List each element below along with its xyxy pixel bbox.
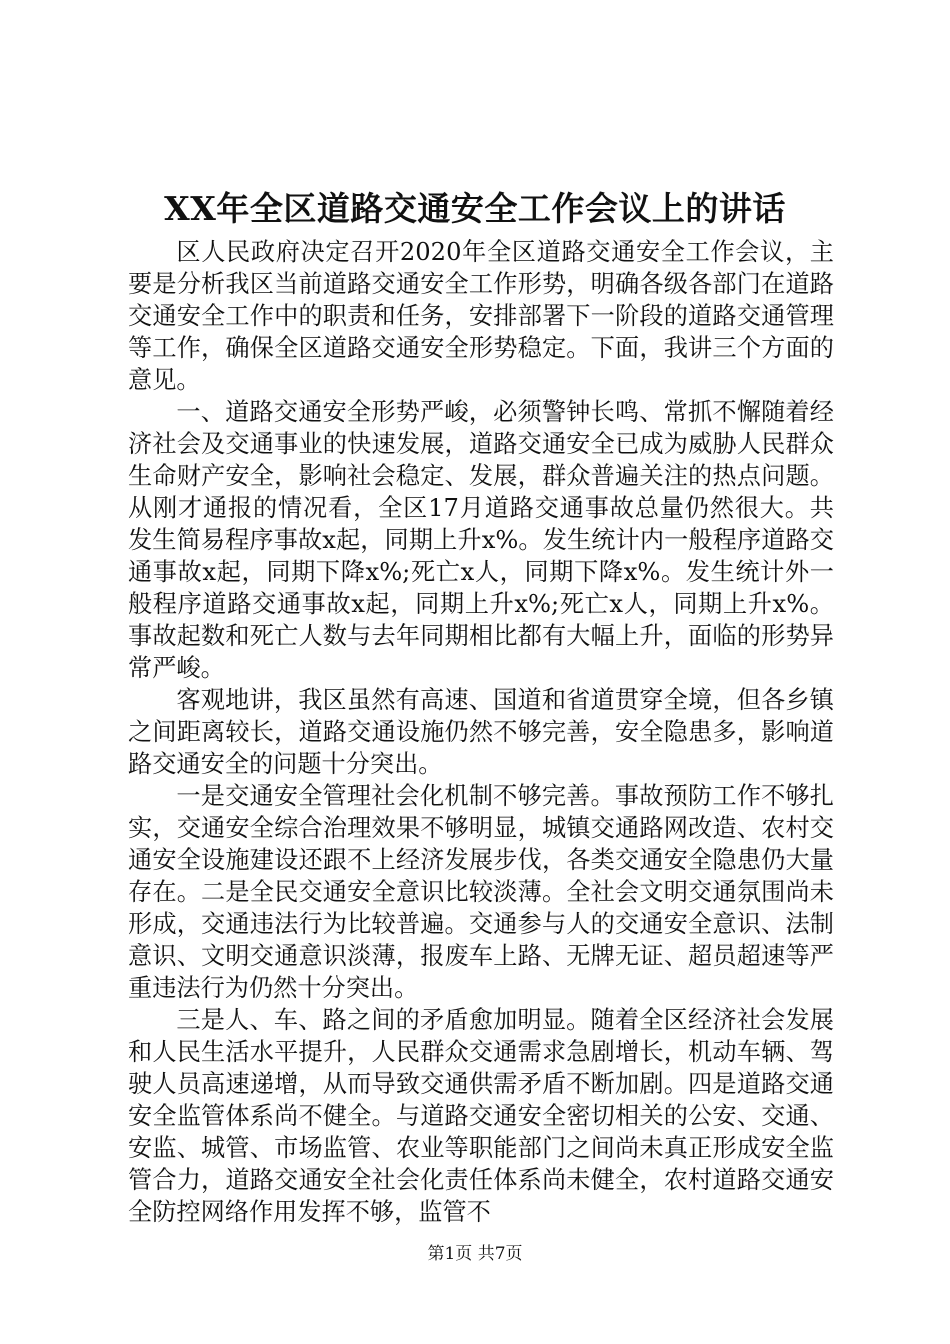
paragraph-intro: 区人民政府决定召开2020年全区道路交通安全工作会议，主要是分析我区当前道路交通安全工作形势，明确各级各部门在道路交通安全工作中的职责和任务，安排部署下一阶段的道路交通管理等工作，确保全区道路交通安全形势稳定。下面，我讲三个方面的意见。: [128, 238, 834, 394]
document-title: XX年全区道路交通安全工作会议上的讲话: [164, 189, 786, 228]
paragraph-points-one-two: 一是交通安全管理社会化机制不够完善。事故预防工作不够扎实，交通安全综合治理效果不够明显，城镇交通路网改造、农村交通安全设施建设还跟不上经济发展步伐，各类交通安全隐患仍大量存在。二是全民交通安全意识比较淡薄。全社会文明交通氛围尚未形成，交通违法行为比较普遍。交通参与人的交通安全意识、法制意识、文明交通意识淡薄，报废车上路、无牌无证、超员超速等严重违法行为仍然十分突出。: [128, 782, 834, 1002]
document-body: [128, 236, 834, 1228]
paragraph-objective: 客观地讲，我区虽然有高速、国道和省道贯穿全境，但各乡镇之间距离较长，道路交通设施仍然不够完善，安全隐患多，影响道路交通安全的问题十分突出。: [128, 686, 834, 778]
paragraph-points-three-four: 三是人、车、路之间的矛盾愈加明显。随着全区经济社会发展和人民生活水平提升，人民群众交通需求急剧增长，机动车辆、驾驶人员高速递增，从而导致交通供需矛盾不断加剧。四是道路交通安全监管体系尚不健全。与道路交通安全密切相关的公安、交通、安监、城管、市场监管、农业等职能部门之间尚未真正形成安全监管合力，道路交通安全社会化责任体系尚未健全，农村道路交通安全防控网络作用发挥不够，监管不: [128, 1006, 834, 1226]
paragraph-section-one: 一、道路交通安全形势严峻，必须警钟长鸣、常抓不懈随着经济社会及交通事业的快速发展，道路交通安全已成为威胁人民群众生命财产安全，影响社会稳定、发展，群众普遍关注的热点问题。从刚才通报的情况看，全区17月道路交通事故总量仍然很大。共发生简易程序事故x起，同期上升x%。发生统计内一般程序道路交通事故x起，同期下降x%;死亡x人，同期下降x%。发生统计外一般程序道路交通事故x起，同期上升x%;死亡x人，同期上升x%。事故起数和死亡人数与去年同期相比都有大幅上升，面临的形势异常严峻。: [128, 398, 834, 682]
page-number-footer: 第1页 共7页: [427, 1244, 523, 1264]
